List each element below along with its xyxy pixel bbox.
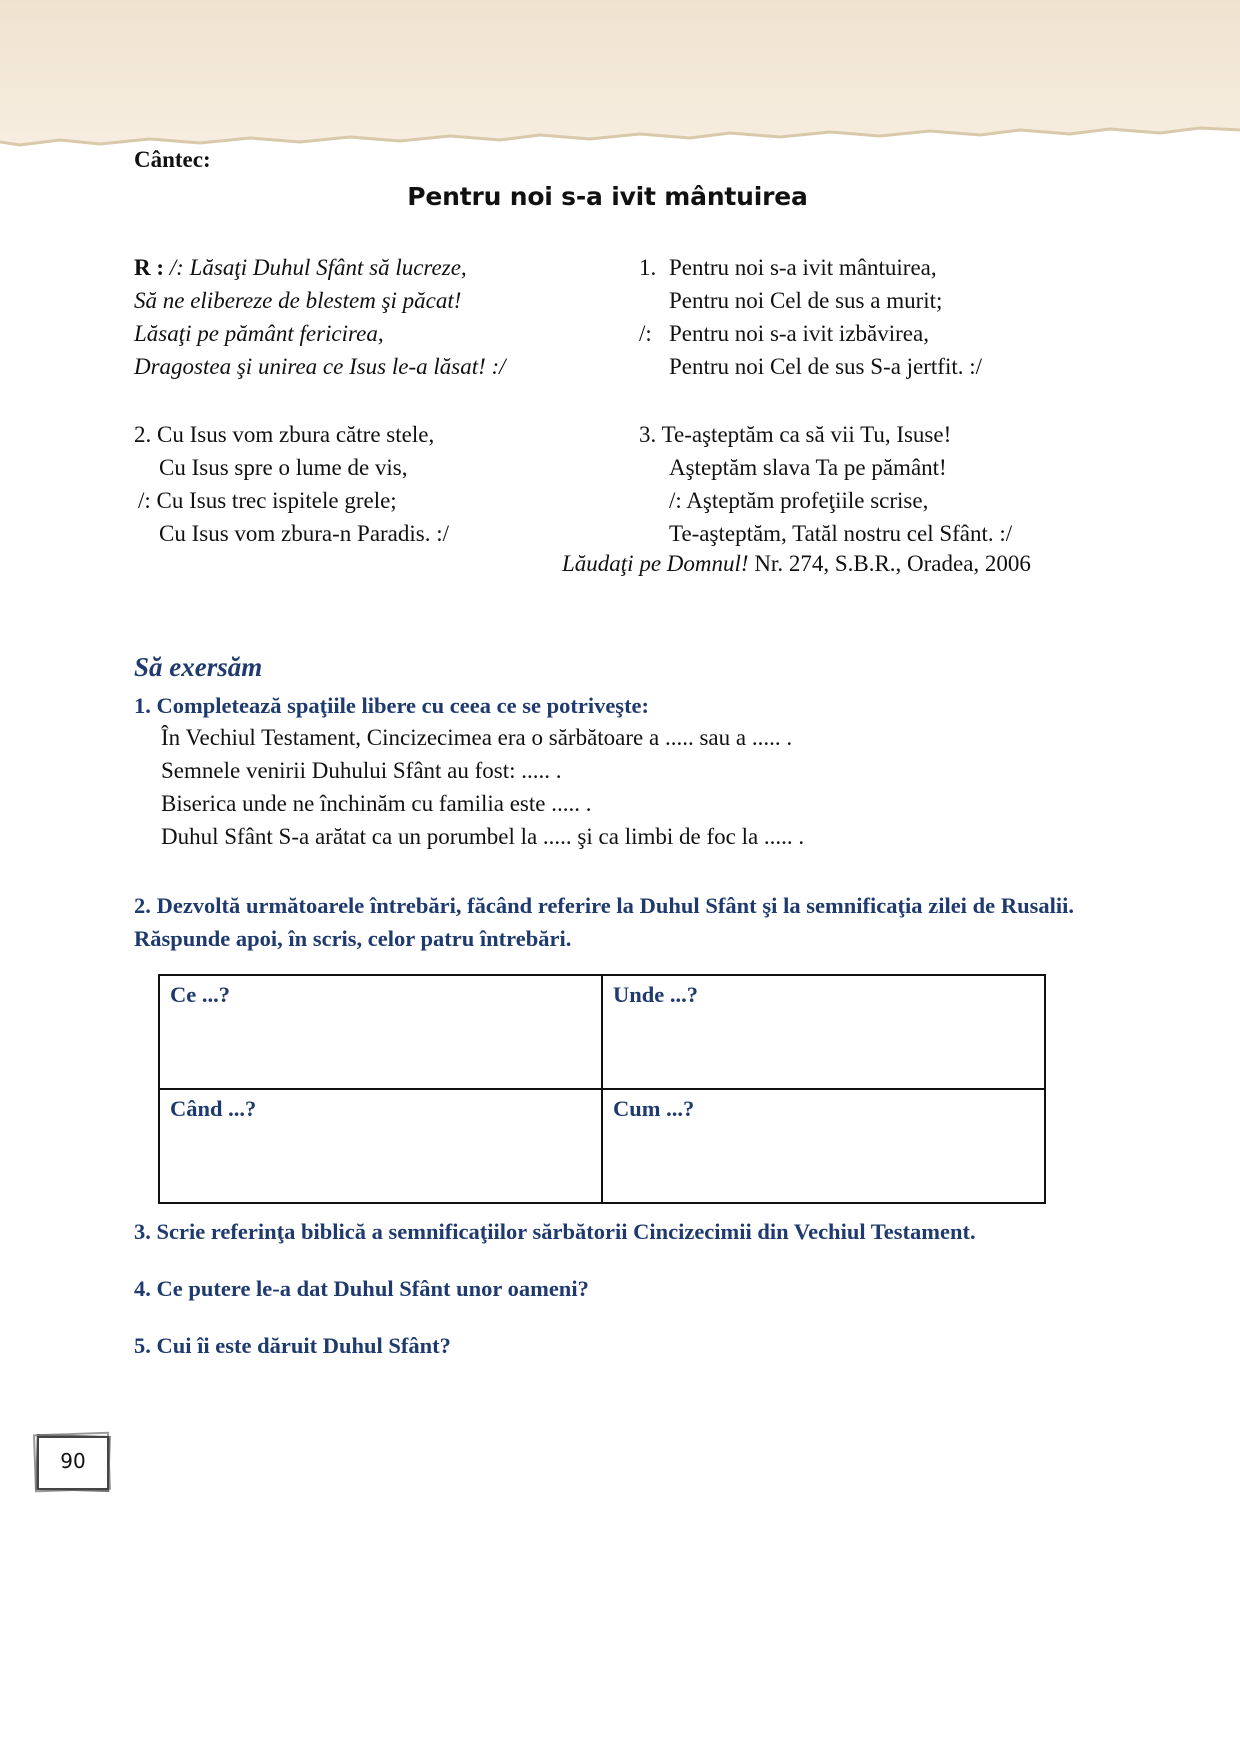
table-cell-cand[interactable]: Când ...?: [159, 1089, 602, 1203]
refrain-line: Să ne elibereze de blestem şi păcat!: [134, 288, 462, 313]
refrain-line: Dragostea şi unirea ce Isus le-a lăsat! :/: [134, 354, 506, 379]
question-table: [158, 974, 1046, 1204]
table-cell-cum[interactable]: Cum ...?: [602, 1089, 1045, 1203]
verse-line: Aşteptăm slava Ta pe pământ!: [669, 455, 947, 480]
source-details: Nr. 274, S.B.R., Oradea, 2006: [748, 551, 1031, 576]
verse-3: [639, 418, 1012, 550]
question-5: 5. Cui îi este dăruit Duhul Sfânt?: [134, 1333, 451, 1358]
verse-1: [639, 251, 982, 383]
table-cell-ce[interactable]: Ce ...?: [159, 975, 602, 1089]
question-2: 2. Dezvoltă următoarele întrebări, făcând referire la Duhul Sfânt şi la semnificaţia zilei de Rusalii. Răspunde apoi, în scris, celor patru întrebări.: [134, 893, 1074, 951]
song-source: [562, 551, 1031, 577]
verse-line: 2. Cu Isus vom zbura către stele,: [134, 422, 435, 447]
table-cell-unde[interactable]: Unde ...?: [602, 975, 1045, 1089]
fill-in-line: În Vechiul Testament, Cincizecimea era o sărbătoare a ..... sau a ..... .: [161, 725, 793, 750]
verse-line: Pentru noi s-a ivit mântuirea,: [669, 255, 937, 280]
question-3: 3. Scrie referinţa biblică a semnificaţiilor sărbătorii Cincizecimii din Vechiul Testament.: [134, 1219, 976, 1244]
verse-line: Pentru noi s-a ivit izbăvirea,: [669, 321, 929, 346]
refrain-line: /: Lăsaţi Duhul Sfânt să lucreze,: [169, 255, 467, 280]
verse-marker: /:: [639, 321, 652, 346]
question-4: 4. Ce putere le-a dat Duhul Sfânt unor oameni?: [134, 1276, 589, 1301]
song-label: Cântec:: [134, 147, 211, 172]
refrain-marker: R :: [134, 255, 165, 280]
verse-line: Pentru noi Cel de sus a murit;: [669, 288, 943, 313]
source-book: Lăudaţi pe Domnul!: [562, 551, 749, 576]
verse-line: Te-aşteptăm, Tatăl nostru cel Sfânt. :/: [669, 521, 1013, 546]
verse-marker: 1.: [639, 255, 657, 280]
verse-line: Cu Isus vom zbura-n Paradis. :/: [159, 521, 450, 546]
fill-in-line: Biserica unde ne închinăm cu familia este ..... .: [161, 791, 592, 816]
fill-in-lines: [161, 721, 804, 853]
fill-in-line: Semnele venirii Duhului Sfânt au fost: ..... .: [161, 758, 562, 783]
top-paper-banner: [0, 0, 1240, 160]
exercises-heading: Să exersăm: [134, 652, 263, 682]
song-title: Pentru noi s-a ivit mântuirea: [407, 182, 808, 211]
verse-marker: [639, 284, 669, 317]
refrain: [134, 251, 506, 383]
verse-line: 3. Te-aşteptăm ca să vii Tu, Isuse!: [639, 422, 952, 447]
verse-marker: [639, 350, 669, 383]
fill-in-line: Duhul Sfânt S-a arătat ca un porumbel la ..... şi ca limbi de foc la ..... .: [161, 824, 805, 849]
verse-2: [134, 418, 449, 550]
verse-line: Cu Isus spre o lume de vis,: [159, 455, 408, 480]
verse-line: /: Aşteptăm profeţiile scrise,: [669, 488, 929, 513]
verse-line: /: Cu Isus trec ispitele grele;: [138, 488, 397, 513]
question-1: 1. Completează spaţiile libere cu ceea ce se potriveşte:: [134, 693, 650, 718]
refrain-line: Lăsaţi pe pământ fericirea,: [134, 321, 384, 346]
verse-line: Pentru noi Cel de sus S-a jertfit. :/: [669, 354, 983, 379]
page-number: 90: [60, 1449, 86, 1473]
